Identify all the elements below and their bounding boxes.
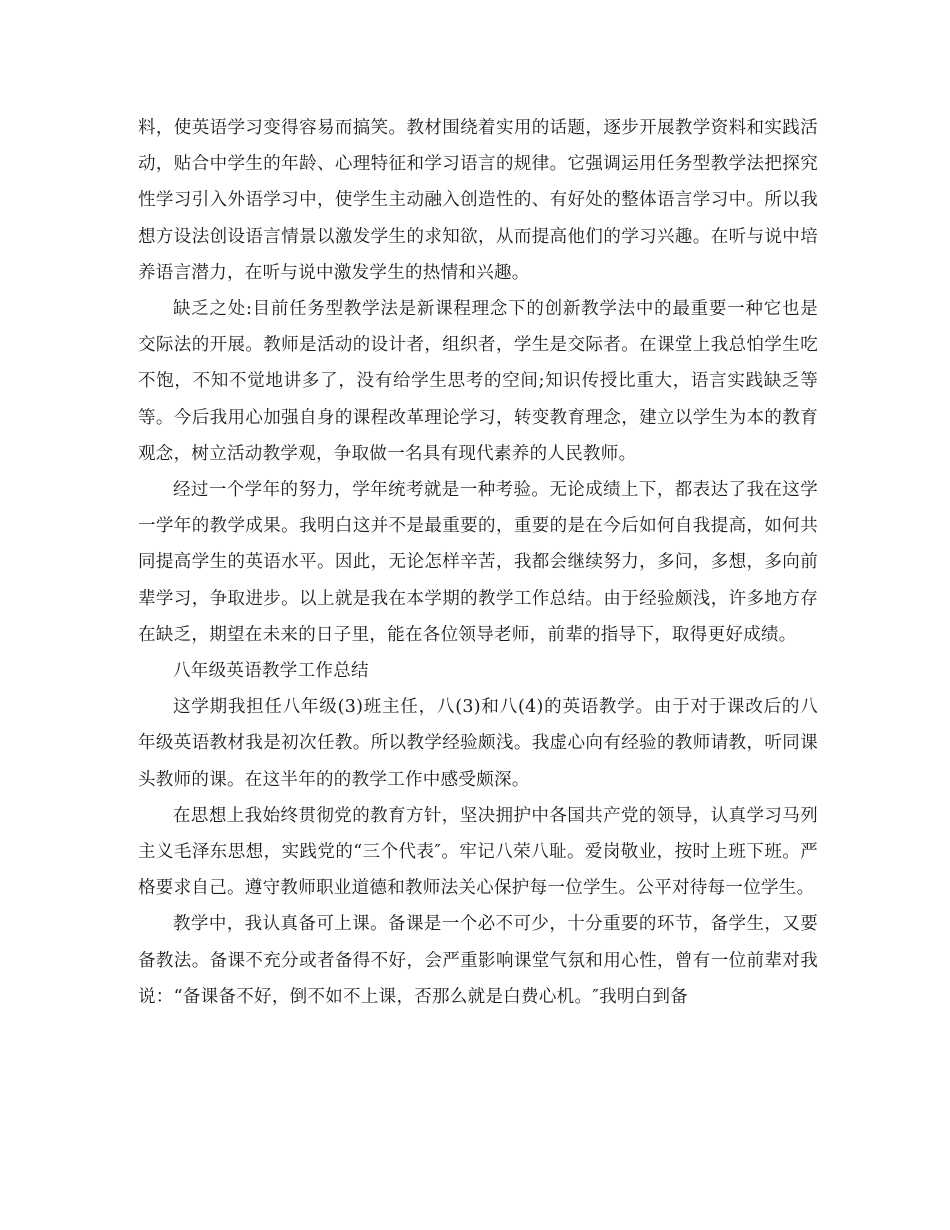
paragraph-shortcomings: 缺乏之处:目前任务型教学法是新课程理念下的创新教学法中的最重要一种它也是交际法的开展。教师是活动的设计者，组织者，学生是交际者。在课堂上我总怕学生吃不饱，不知不觉地讲多了，没有给学生思考的空间;知识传授比重大，语言实践缺乏等等。今后我用心加强自身的课程改革理论学习，转变教育理念，建立以学生为本的教育观念，树立活动教学观，争取做一名具有现代素养的人民教师。 [138, 299, 818, 464]
paragraph-ideology: 在思想上我始终贯彻党的教育方针，坚决拥护中各国共产党的领导，认真学习马列主义毛泽东思想，实践党的“三个代表″。牢记八荣八耻。爱岗敬业，按时上班下班。严格要求自己。遵守教师职业道德和教师法关心保护每一位学生。公平对待每一位学生。 [138, 805, 818, 899]
paragraph-teaching: 教学中，我认真备可上课。备课是一个必不可少，十分重要的环节，备学生，又要备教法。备课不充分或者备得不好，会严重影响课堂气氛和用心性，曾有一位前辈对我说：“备课备不好，倒不如不上课，否那么就是白费心机。″我明白到备 [138, 914, 818, 1007]
section-heading: 八年级英语教学工作总结 [173, 661, 369, 682]
paragraph-continuation: 料，使英语学习变得容易而搞笑。教材围绕着实用的话题，逐步开展教学资料和实践活动，贴合中学生的年龄、心理特征和学习语言的规律。它强调运用任务型教学法把探究性学习引入外语学习中，使学生主动融入创造性的、有好处的整体语言学习中。所以我想方设法创设语言情景以激发学生的求知欲，从而提高他们的学习兴趣。在听与说中培养语言潜力，在听与说中激发学生的热情和兴趣。 [138, 118, 818, 283]
document-body [138, 110, 818, 1015]
paragraph-year-summary: 经过一个学年的努力，学年统考就是一种考验。无论成绩上下，都表达了我在这学一学年的教学成果。我明白这并不是最重要的，重要的是在今后如何自我提高，如何共同提高学生的英语水平。因此，无论怎样辛苦，我都会继续努力，多问，多想，多向前辈学习，争取进步。以上就是我在本学期的教学工作总结。由于经验颇浅，许多地方存在缺乏，期望在未来的日子里，能在各位领导老师，前辈的指导下，取得更好成绩。 [138, 480, 818, 645]
paragraph-assignment: 这学期我担任八年级(3)班主任，八(3)和八(4)的英语教学。由于对于课改后的八年级英语教材我是初次任教。所以教学经验颇浅。我虚心向有经验的教师请教，听同课头教师的课。在这半年的的教学工作中感受颇深。 [138, 697, 818, 790]
